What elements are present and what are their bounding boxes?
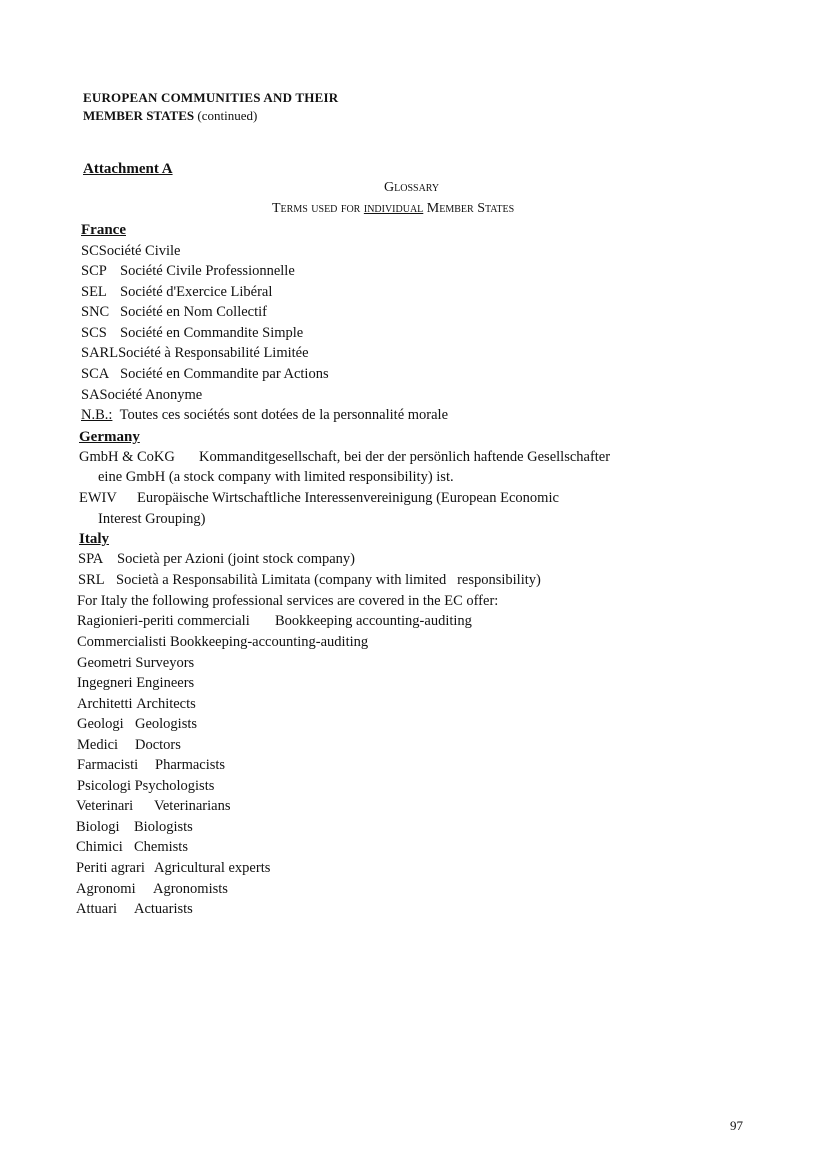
france-item: [81, 243, 181, 260]
germany-gmbh: [79, 449, 610, 466]
profession-it: Geologi: [77, 716, 124, 732]
profession-row: [77, 655, 194, 672]
france-item: [81, 304, 267, 321]
profession-it: Chimici: [76, 839, 123, 855]
france-abbr: SCA: [81, 366, 110, 382]
profession-row: [76, 860, 270, 877]
france-text: Société Civile: [98, 243, 181, 259]
profession-it: Farmacisti: [77, 757, 139, 773]
france-text: Société Anonyme: [99, 387, 203, 403]
france-text: Société à Responsabilité Limitée: [118, 345, 309, 361]
profession-it: Ragionieri-periti commerciali: [77, 613, 250, 629]
germany-ewiv-cont: Interest Grouping): [98, 511, 206, 527]
france-item: [81, 387, 202, 404]
italy-spa-abbr: SPA: [78, 551, 104, 567]
italy-spa-text: Società per Azioni (joint stock company): [117, 551, 355, 567]
france-text: Société Civile Professionnelle: [120, 263, 295, 279]
profession-it: Ingegneri: [77, 675, 133, 691]
header-line-2: [83, 108, 257, 124]
header-continued: (continued): [194, 108, 258, 123]
france-item: [81, 366, 329, 383]
glossary-subtitle-a: Terms used for: [272, 201, 364, 216]
italy-intro: For Italy the following professional services are covered in the EC offer:: [77, 593, 499, 609]
profession-it: Periti agrari: [76, 860, 145, 876]
profession-en: Agricultural experts: [154, 860, 271, 876]
france-text: Société en Commandite Simple: [120, 325, 304, 341]
france-item: [81, 345, 309, 362]
profession-row: [77, 757, 225, 774]
profession-row: [76, 901, 193, 918]
profession-row: [76, 839, 188, 856]
profession-en: Pharmacists: [155, 757, 226, 773]
header-title: MEMBER STATES: [83, 108, 195, 123]
profession-row: [77, 737, 181, 754]
profession-en: Bookkeeping-accounting-auditing: [170, 634, 369, 650]
france-nb-label: N.B.:: [81, 407, 113, 423]
france-heading: France: [81, 222, 126, 238]
france-nb-text: Toutes ces sociétés sont dotées de la personnalité morale: [119, 407, 449, 423]
profession-it: Biologi: [76, 819, 120, 835]
profession-en: Surveyors: [135, 655, 195, 671]
profession-it: Geometri: [77, 655, 132, 671]
france-abbr: SNC: [81, 304, 110, 320]
france-abbr: SEL: [81, 284, 107, 300]
profession-en: Agronomists: [153, 881, 228, 897]
profession-en: Architects: [136, 696, 196, 712]
profession-it: Medici: [77, 737, 119, 753]
germany-ewiv: [79, 490, 559, 507]
glossary-subtitle-c: Member States: [423, 201, 515, 216]
germany-gmbh-text: Kommanditgesellschaft, bei der der persönlich haftende Gesellschafter: [199, 449, 611, 465]
header-line-1: EUROPEAN COMMUNITIES AND THEIR: [83, 90, 339, 105]
glossary-title: Glossary: [384, 180, 440, 195]
france-abbr: SCS: [81, 325, 107, 341]
italy-srl: [78, 572, 541, 589]
germany-ewiv-text: Europäische Wirtschaftliche Interessenvereinigung (European Economic: [137, 490, 559, 506]
profession-it: Psicologi: [77, 778, 131, 794]
profession-en: Actuarists: [134, 901, 193, 917]
france-item: [81, 325, 303, 342]
glossary-subtitle-b: individual: [363, 201, 424, 216]
page-number: 97: [730, 1118, 743, 1133]
italy-srl-text: Società a Responsabilità Limitata (company with limited: [116, 572, 447, 588]
attachment-heading: Attachment A: [83, 161, 173, 177]
profession-row: [77, 778, 214, 795]
italy-srl-abbr: SRL: [78, 572, 105, 588]
profession-row: [76, 798, 231, 815]
italy-heading: Italy: [79, 531, 109, 547]
profession-row: [77, 634, 368, 651]
profession-it: Commercialisti: [77, 634, 167, 650]
profession-row: [77, 613, 472, 630]
profession-en: Bookkeeping accounting-auditing: [275, 613, 472, 629]
france-nb: [81, 407, 448, 424]
glossary-subtitle: [272, 201, 514, 217]
france-abbr: SARL: [81, 345, 119, 361]
france-item: [81, 284, 272, 301]
profession-row: [77, 716, 197, 733]
profession-row: [77, 675, 194, 692]
france-abbr: SC: [81, 243, 99, 259]
profession-it: Agronomi: [76, 881, 136, 897]
profession-row: [76, 881, 228, 898]
france-text: Société d'Exercice Libéral: [120, 284, 273, 300]
france-text: Société en Nom Collectif: [120, 304, 267, 320]
germany-gmbh-abbr: GmbH & CoKG: [79, 449, 175, 465]
italy-srl-tail: responsibility): [457, 572, 541, 588]
france-abbr: SCP: [81, 263, 107, 279]
germany-gmbh-cont: eine GmbH (a stock company with limited responsibility) ist.: [98, 469, 454, 485]
profession-en: Chemists: [134, 839, 188, 855]
profession-row: [76, 819, 193, 836]
profession-en: Psychologists: [134, 778, 215, 794]
germany-heading: Germany: [79, 429, 140, 445]
profession-row: [77, 696, 196, 713]
germany-ewiv-abbr: EWIV: [79, 490, 117, 506]
italy-spa: [78, 551, 355, 568]
profession-en: Doctors: [135, 737, 181, 753]
profession-en: Engineers: [136, 675, 195, 691]
france-item: [81, 263, 295, 280]
profession-it: Architetti: [77, 696, 133, 712]
france-text: Société en Commandite par Actions: [120, 366, 329, 382]
profession-en: Geologists: [135, 716, 198, 732]
profession-en: Veterinarians: [154, 798, 231, 814]
profession-en: Biologists: [134, 819, 193, 835]
profession-it: Veterinari: [76, 798, 134, 814]
france-abbr: SA: [81, 387, 100, 403]
profession-it: Attuari: [76, 901, 118, 917]
